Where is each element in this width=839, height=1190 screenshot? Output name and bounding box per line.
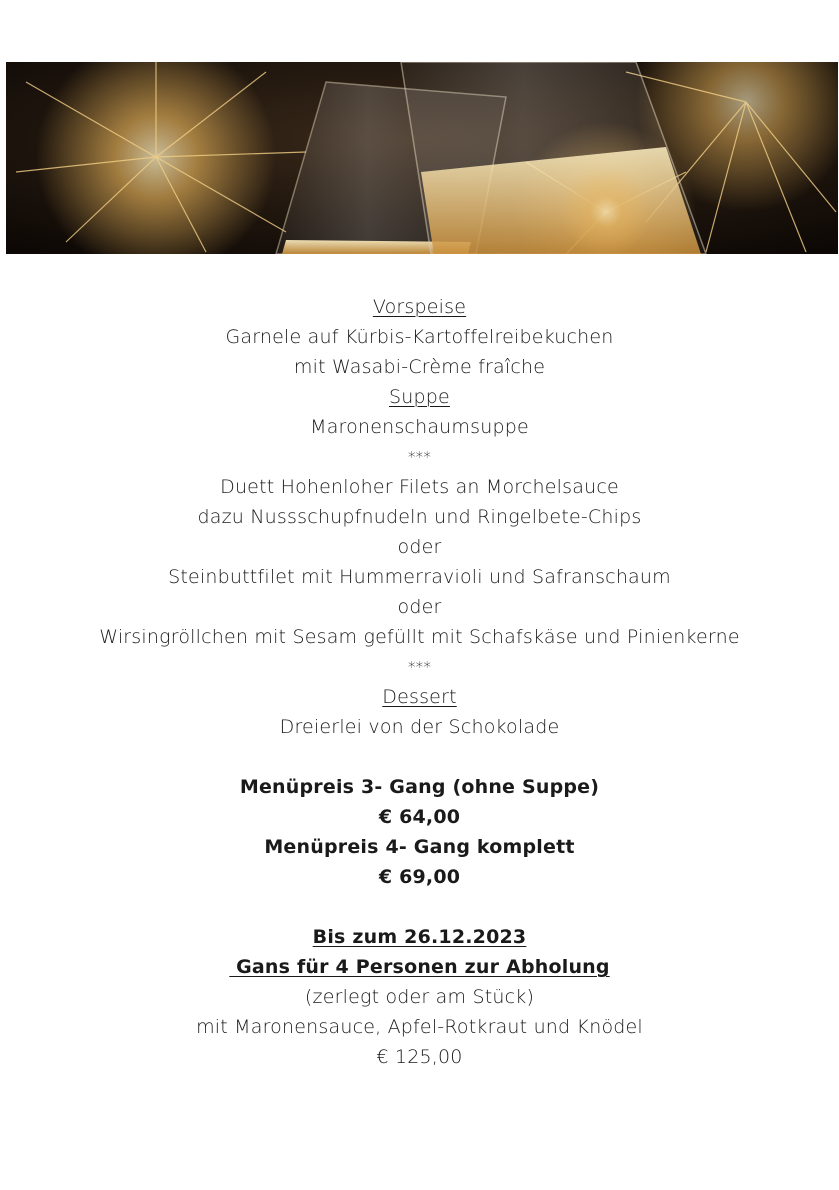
suppe-heading: Suppe [389, 386, 450, 408]
main-course-line-3: Steinbuttfilet mit Hummerravioli und Safranschaum [168, 566, 671, 588]
vorspeise-line-2: mit Wasabi-Crème fraîche [293, 356, 546, 378]
menu-3-course-price: € 64,00 [378, 806, 461, 828]
or-word-2: oder [397, 596, 442, 618]
dessert-line-1: Dreierlei von der Schokolade [279, 716, 560, 738]
vorspeise-heading: Vorspeise [372, 296, 467, 318]
main-course-line-1: Duett Hohenloher Filets an Morchelsauce [220, 476, 619, 498]
goose-note: (zerlegt oder am Stück) [304, 986, 535, 1008]
spacer [0, 742, 839, 772]
separator-2: *** [407, 658, 432, 676]
menu-4-course-label: Menüpreis 4- Gang komplett [264, 836, 575, 858]
goose-deadline: Bis zum 26.12.2023 [312, 926, 527, 948]
dessert-heading: Dessert [382, 686, 457, 708]
champagne-fireworks-illustration [6, 62, 838, 254]
goose-sides: mit Maronensauce, Apfel-Rotkraut und Knödel [196, 1016, 643, 1038]
menu-content [0, 292, 839, 1072]
spacer [0, 892, 839, 922]
header-banner-image [6, 62, 838, 254]
separator-1: *** [407, 448, 432, 466]
menu-3-course-label: Menüpreis 3- Gang (ohne Suppe) [239, 776, 600, 798]
goose-price: € 125,00 [376, 1046, 463, 1068]
goose-title: Gans für 4 Personen zur Abholung [229, 956, 610, 978]
suppe-line-1: Maronenschaumsuppe [310, 416, 529, 438]
main-course-line-4: Wirsingröllchen mit Sesam gefüllt mit Schafskäse und Pinienkerne [99, 626, 740, 648]
or-word-1: oder [397, 536, 442, 558]
vorspeise-line-1: Garnele auf Kürbis-Kartoffelreibekuchen [225, 326, 614, 348]
main-course-line-2: dazu Nussschupfnudeln und Ringelbete-Chips [197, 506, 642, 528]
menu-4-course-price: € 69,00 [378, 866, 461, 888]
